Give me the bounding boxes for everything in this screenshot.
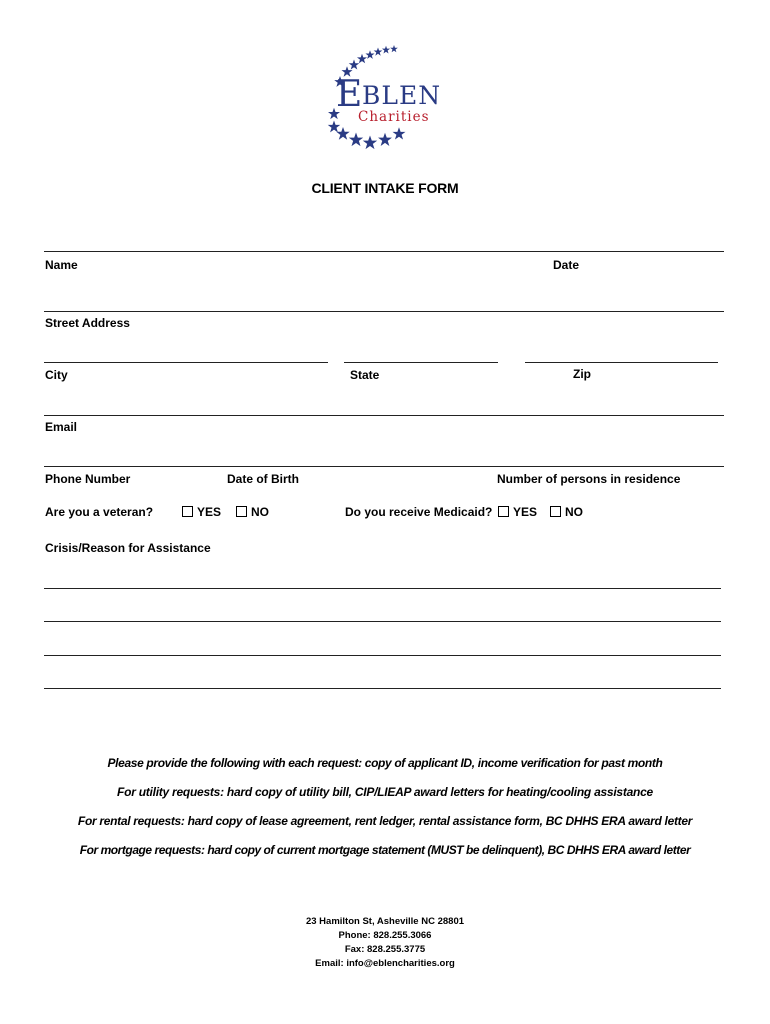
crisis-label: Crisis/Reason for Assistance (45, 541, 211, 555)
street-address-line[interactable] (44, 311, 724, 312)
city-line[interactable] (44, 362, 328, 363)
svg-text:BLEN: BLEN (362, 81, 442, 110)
dob-label: Date of Birth (227, 472, 299, 486)
veteran-no-option[interactable] (236, 505, 269, 519)
phone-label: Phone Number (45, 472, 131, 486)
medicaid-yes-checkbox[interactable] (498, 506, 509, 517)
state-label: State (350, 368, 380, 382)
zip-label: Zip (573, 367, 591, 381)
svg-text:E: E (336, 74, 363, 115)
medicaid-question: Do you receive Medicaid? (345, 505, 493, 519)
medicaid-no-label: NO (565, 505, 583, 519)
star-ring-icon (312, 42, 462, 154)
footer-email[interactable]: Email: info@eblencharities.org (315, 958, 455, 969)
medicaid-no-checkbox[interactable] (550, 506, 561, 517)
name-label: Name (45, 258, 78, 272)
street-address-label: Street Address (45, 316, 130, 330)
veteran-yes-label: YES (197, 505, 222, 519)
footer-address: 23 Hamilton St, Asheville NC 28801 (305, 916, 465, 927)
footer-phone: Phone: 828.255.3066 (338, 930, 432, 941)
veteran-no-checkbox[interactable] (236, 506, 247, 517)
footer-fax: Fax: 828.255.3775 (344, 944, 426, 955)
veteran-question: Are you a veteran? (45, 505, 154, 519)
veteran-no-label: NO (251, 505, 269, 519)
zip-line[interactable] (525, 362, 718, 363)
instruction-rental: For rental requests: hard copy of lease agreement, rent ledger, rental assistance form, BC DHHS ERA award letter (77, 814, 693, 828)
instruction-mortgage: For mortgage requests: hard copy of current mortgage statement (MUST be delinquent), BC DHHS ERA award letter (79, 843, 691, 857)
crisis-line-1[interactable] (44, 588, 721, 589)
email-line[interactable] (44, 415, 724, 416)
veteran-yes-checkbox[interactable] (182, 506, 193, 517)
persons-label: Number of persons in residence (497, 472, 681, 486)
instruction-utility: For utility requests: hard copy of utility bill, CIP/LIEAP award letters for heating/cooling assistance (117, 785, 653, 799)
svg-text:Charities: Charities (358, 109, 430, 125)
city-label: City (45, 368, 68, 382)
medicaid-yes-option[interactable] (498, 505, 537, 519)
medicaid-no-option[interactable] (550, 505, 583, 519)
email-label: Email (45, 420, 78, 434)
name-date-line[interactable] (44, 251, 724, 252)
crisis-line-3[interactable] (44, 655, 721, 656)
state-line[interactable] (344, 362, 498, 363)
form-title: CLIENT INTAKE FORM (311, 180, 459, 196)
crisis-line-2[interactable] (44, 621, 721, 622)
date-label: Date (553, 258, 580, 272)
phone-dob-persons-line[interactable] (44, 466, 724, 467)
veteran-yes-option[interactable] (182, 505, 221, 519)
medicaid-yes-label: YES (513, 505, 538, 519)
eblen-charities-logo (312, 42, 462, 154)
footer-contact (0, 915, 770, 971)
crisis-line-4[interactable] (44, 688, 721, 689)
instruction-general: Please provide the following with each request: copy of applicant ID, income verification for past month (107, 756, 663, 770)
